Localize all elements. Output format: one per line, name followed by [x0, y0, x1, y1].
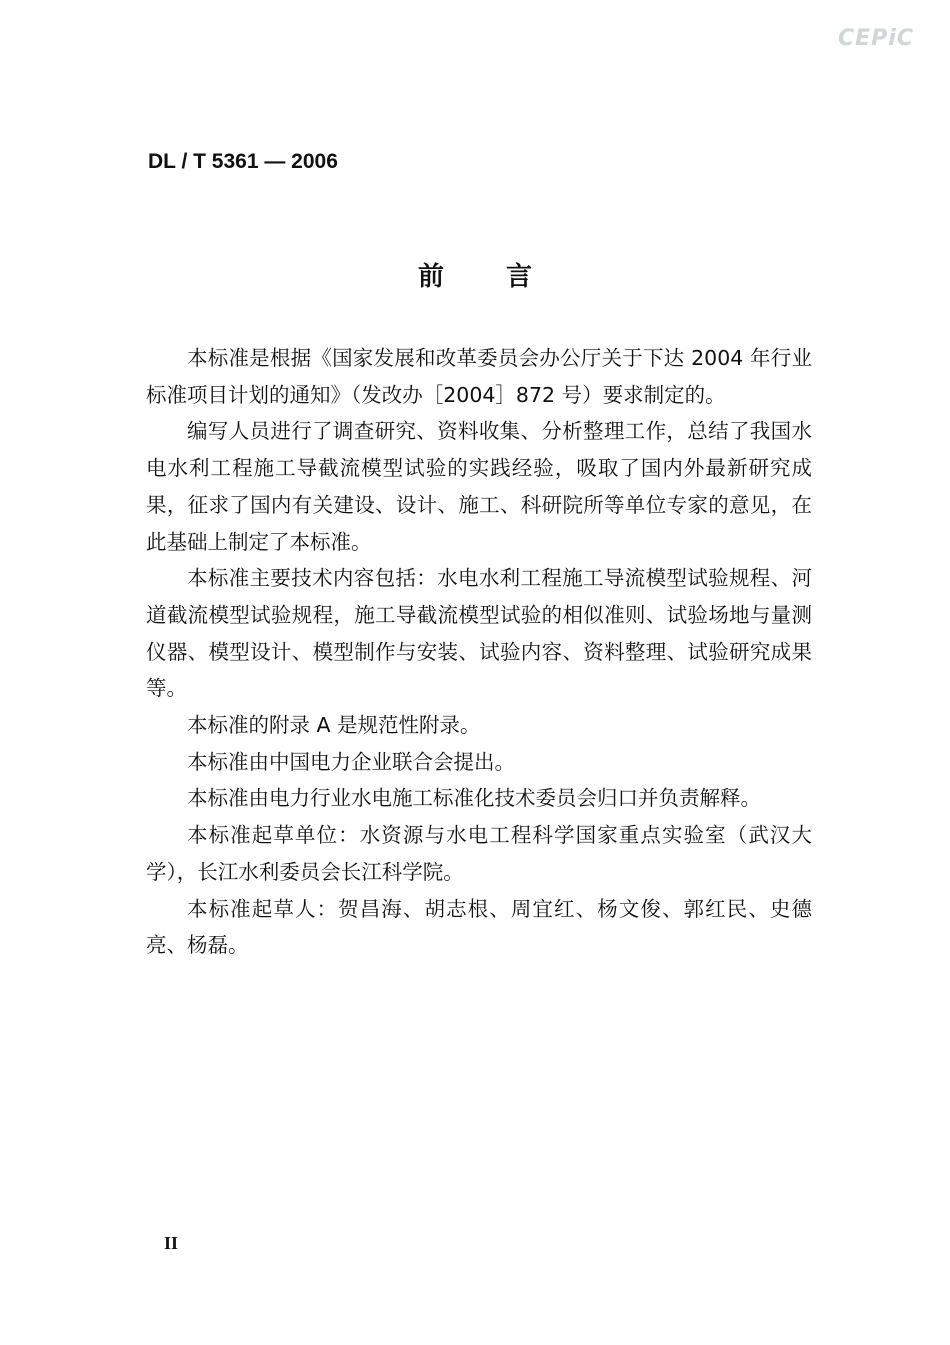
publisher-watermark: CEPiC	[838, 26, 914, 51]
paragraph-proposer: 本标准由中国电力企业联合会提出。	[187, 749, 515, 774]
paragraph-work-summary: 编写人员进行了调查研究、资料收集、分析整理工作，总结了我国水电水利工程施工导截流模型试验的实践经验，吸取了国内外最新研究成果，征求了国内有关建设、设计、施工、科研院所等单位专家的意见，在此基础上制定了本标准。	[146, 419, 812, 554]
paragraph-basis: 本标准是根据《国家发展和改革委员会办公厅关于下达 2004 年行业标准项目计划的通知》（发改办［2004］872 号）要求制定的。	[146, 346, 812, 407]
preface-body	[146, 340, 812, 964]
paragraph-drafters: 本标准起草人：贺昌海、胡志根、周宜红、杨文俊、郭红民、史德亮、杨磊。	[146, 896, 812, 958]
page-title: 前言	[417, 262, 594, 292]
standard-number: DL / T 5361 — 2006	[148, 150, 338, 173]
paragraph-drafting-units: 本标准起草单位：水资源与水电工程科学国家重点实验室（武汉大学），长江水利委员会长江科学院。	[146, 823, 812, 884]
paragraph-appendix: 本标准的附录 A 是规范性附录。	[187, 713, 481, 738]
paragraph-technical-content: 本标准主要技术内容包括：水电水利工程施工导流模型试验规程、河道截流模型试验规程，施工导截流模型试验的相似准则、试验场地与量测仪器、模型设计、模型制作与安装、试验内容、资料整理、试验研究成果等。	[146, 566, 812, 701]
paragraph-interpretation: 本标准由电力行业水电施工标准化技术委员会归口并负责解释。	[187, 786, 761, 811]
page-number: II	[164, 1233, 179, 1253]
